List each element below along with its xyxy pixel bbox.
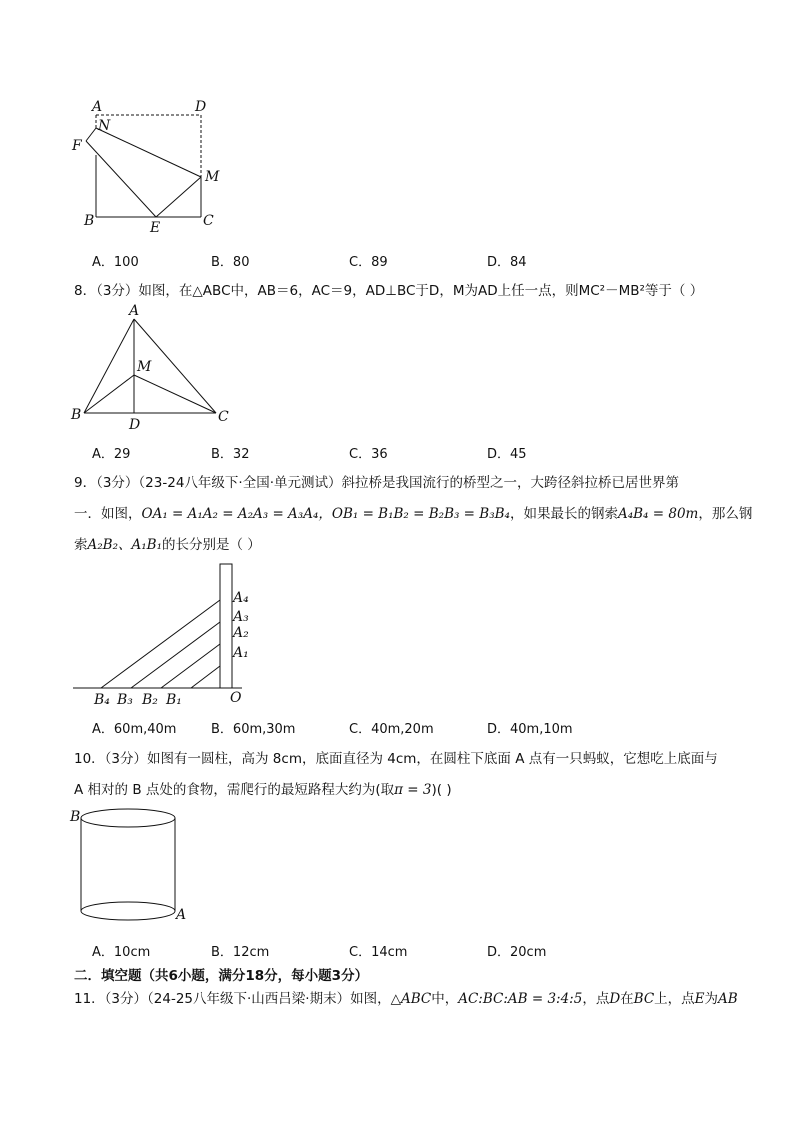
q9-option-d-letter: D． <box>487 722 511 737</box>
q8-label-c: C <box>218 409 229 425</box>
q9-cable-a1b1 <box>191 666 220 688</box>
q8-option-a[interactable] <box>92 443 130 462</box>
q7-option-b[interactable] <box>211 251 249 270</box>
q9-option-d-text: 40m,10m <box>510 722 573 737</box>
q8-figure <box>68 305 248 435</box>
q11-mid3: 在 <box>620 991 634 1007</box>
q7-option-a-text: 100 <box>113 255 139 270</box>
q10-option-c[interactable] <box>349 941 407 960</box>
q7-option-c[interactable] <box>349 251 388 270</box>
q7-option-a[interactable] <box>92 251 139 270</box>
q10-label-b: B <box>70 809 81 825</box>
q8-stem: 8．（3分）如图，在△ABC中，AB＝6，AC＝9，AD⊥BC于D，M为AD上任一点，则MC²－MB²等于（ ） <box>74 283 704 299</box>
q9-stem-line1: 9．（3分）（23-24八年级下·全国·单元测试）斜拉桥是我国流行的桥型之一，大跨径斜拉桥已居世界第 <box>74 475 679 491</box>
q10-line2-prefix: A 相对的 B 点处的食物，需爬行的最短路程大约为(取 <box>74 782 395 798</box>
q9-label-a1: A₁ <box>233 645 249 661</box>
q7-label-d: D <box>195 99 207 115</box>
q7-option-c-letter: C． <box>349 255 372 270</box>
q8-option-b[interactable] <box>211 443 249 462</box>
q7-option-b-letter: B． <box>211 255 233 270</box>
q8-option-b-letter: B． <box>211 447 233 462</box>
q10-top-ellipse <box>81 809 175 827</box>
q9-option-b-letter: B． <box>211 722 233 737</box>
q8-label-d: D <box>129 417 141 433</box>
q10-option-a[interactable] <box>92 941 150 960</box>
q7-option-c-text: 89 <box>371 255 388 270</box>
q9-line2-mid: ，如果最长的钢索 <box>509 506 618 522</box>
q9-figure <box>70 560 270 710</box>
q10-figure <box>68 806 198 931</box>
q10-option-a-text: 10cm <box>113 945 151 960</box>
q11-math4: BC <box>633 991 655 1007</box>
q9-stem-line3 <box>74 535 261 555</box>
q7-label-e: E <box>150 220 161 236</box>
q7-option-d-letter: D． <box>487 255 511 270</box>
q9-option-c[interactable] <box>349 718 434 737</box>
q11-math6: AB <box>718 991 738 1007</box>
q9-label-b3: B₃ <box>117 692 133 708</box>
q9-option-a-letter: A． <box>92 722 114 737</box>
q9-option-a-text: 60m,40m <box>113 722 177 737</box>
q10-stem-line2 <box>74 780 452 800</box>
q8-label-m: M <box>137 359 152 375</box>
q7-label-c: C <box>203 213 214 229</box>
q9-label-b2: B₂ <box>142 692 158 708</box>
q8-option-c-text: 36 <box>371 447 388 462</box>
q10-option-d-letter: D． <box>487 945 511 960</box>
q10-line2-math: π = 3 <box>394 782 432 798</box>
q9-line2-math2: A₄B₄ = 80m <box>617 506 699 522</box>
q9-label-b4: B₄ <box>94 692 110 708</box>
q7-option-d[interactable] <box>487 251 527 270</box>
q10-option-b-text: 12cm <box>232 945 270 960</box>
q10-stem-line1: 10．（3分）如图有一圆柱，高为 8cm，底面直径为 4cm，在圆柱下底面 A 点有一只蚂蚁，它想吃上底面与 <box>74 751 718 767</box>
q11-math5: E <box>694 991 705 1007</box>
q8-option-c-letter: C． <box>349 447 372 462</box>
q9-option-a[interactable] <box>92 718 176 737</box>
q10-label-a: A <box>176 907 187 923</box>
q10-option-b-letter: B． <box>211 945 233 960</box>
q9-line3-math: A₂B₂、A₁B₁ <box>87 537 162 553</box>
q8-option-a-letter: A． <box>92 447 114 462</box>
q9-line2-prefix: 一．如图， <box>74 506 142 522</box>
q11-mid2: ，点 <box>582 991 610 1007</box>
q8-option-d-letter: D． <box>487 447 511 462</box>
q7-label-f: F <box>72 138 82 154</box>
q11-math3: D <box>609 991 621 1007</box>
q9-option-b[interactable] <box>211 718 295 737</box>
q10-option-c-letter: C． <box>349 945 372 960</box>
q9-option-d[interactable] <box>487 718 573 737</box>
q7-figure <box>60 95 240 240</box>
q9-label-b1: B₁ <box>166 692 182 708</box>
q10-line2-suffix: )( ) <box>431 782 452 798</box>
q7-option-b-text: 80 <box>232 255 250 270</box>
q10-option-c-text: 14cm <box>371 945 408 960</box>
q10-option-d-text: 20cm <box>510 945 547 960</box>
q11-mid1: 中， <box>431 991 459 1007</box>
q9-line3-prefix: 索 <box>74 537 88 553</box>
q7-label-b: B <box>84 213 95 229</box>
q8-seg-mc <box>134 375 216 413</box>
q7-option-d-text: 84 <box>510 255 527 270</box>
q11-prefix: 11．（3分）（24-25八年级下·山西吕梁·期末）如图， <box>74 991 391 1007</box>
q9-tower <box>220 564 232 688</box>
q9-stem-line2 <box>74 504 752 524</box>
q7-label-m: M <box>205 169 220 185</box>
q9-label-a2: A₂ <box>233 625 249 641</box>
q9-line2-math: OA₁ = A₁A₂ = A₂A₃ = A₃A₄，OB₁ = B₁B₂ = B₂B₃ = B₃B₄ <box>141 506 510 522</box>
q10-option-b[interactable] <box>211 941 269 960</box>
q8-label-b: B <box>71 407 82 423</box>
q11-stem <box>74 989 738 1009</box>
q9-label-a3: A₃ <box>233 609 249 625</box>
q9-cable-a4b4 <box>101 600 220 688</box>
q7-option-a-letter: A． <box>92 255 114 270</box>
q11-mid4: 上，点 <box>654 991 695 1007</box>
q8-side-ab <box>84 319 134 413</box>
q10-bottom-ellipse <box>81 902 175 920</box>
q8-seg-mb <box>84 375 134 413</box>
q9-cable-a3b3 <box>131 622 220 688</box>
q9-option-c-letter: C． <box>349 722 372 737</box>
q11-math1: △ABC <box>390 991 432 1007</box>
q11-math2: AC:BC:AB = 3:4:5 <box>458 991 583 1007</box>
q9-line3-suffix: 的长分别是（ ） <box>162 537 261 553</box>
q10-option-a-letter: A． <box>92 945 114 960</box>
section-title: 二．填空题（共6小题，满分18分，每小题3分） <box>74 968 369 984</box>
q9-option-b-text: 60m,30m <box>232 722 296 737</box>
q8-option-a-text: 29 <box>113 447 131 462</box>
q8-option-b-text: 32 <box>232 447 250 462</box>
q7-seg-fn <box>86 128 96 141</box>
q8-option-c[interactable] <box>349 443 388 462</box>
q9-label-o: O <box>230 690 242 706</box>
q9-cable-a2b2 <box>161 644 220 688</box>
q11-mid5: 为 <box>704 991 719 1007</box>
q7-seg-em <box>156 177 201 217</box>
q9-label-a4: A₄ <box>233 590 249 606</box>
q8-option-d[interactable] <box>487 443 527 462</box>
q8-option-d-text: 45 <box>510 447 527 462</box>
q7-label-a: A <box>92 99 103 115</box>
q10-option-d[interactable] <box>487 941 546 960</box>
q7-label-n: N <box>98 118 111 134</box>
q9-line2-suffix: ，那么钢 <box>698 506 753 522</box>
q9-option-c-text: 40m,20m <box>371 722 434 737</box>
q8-label-a: A <box>129 303 140 319</box>
